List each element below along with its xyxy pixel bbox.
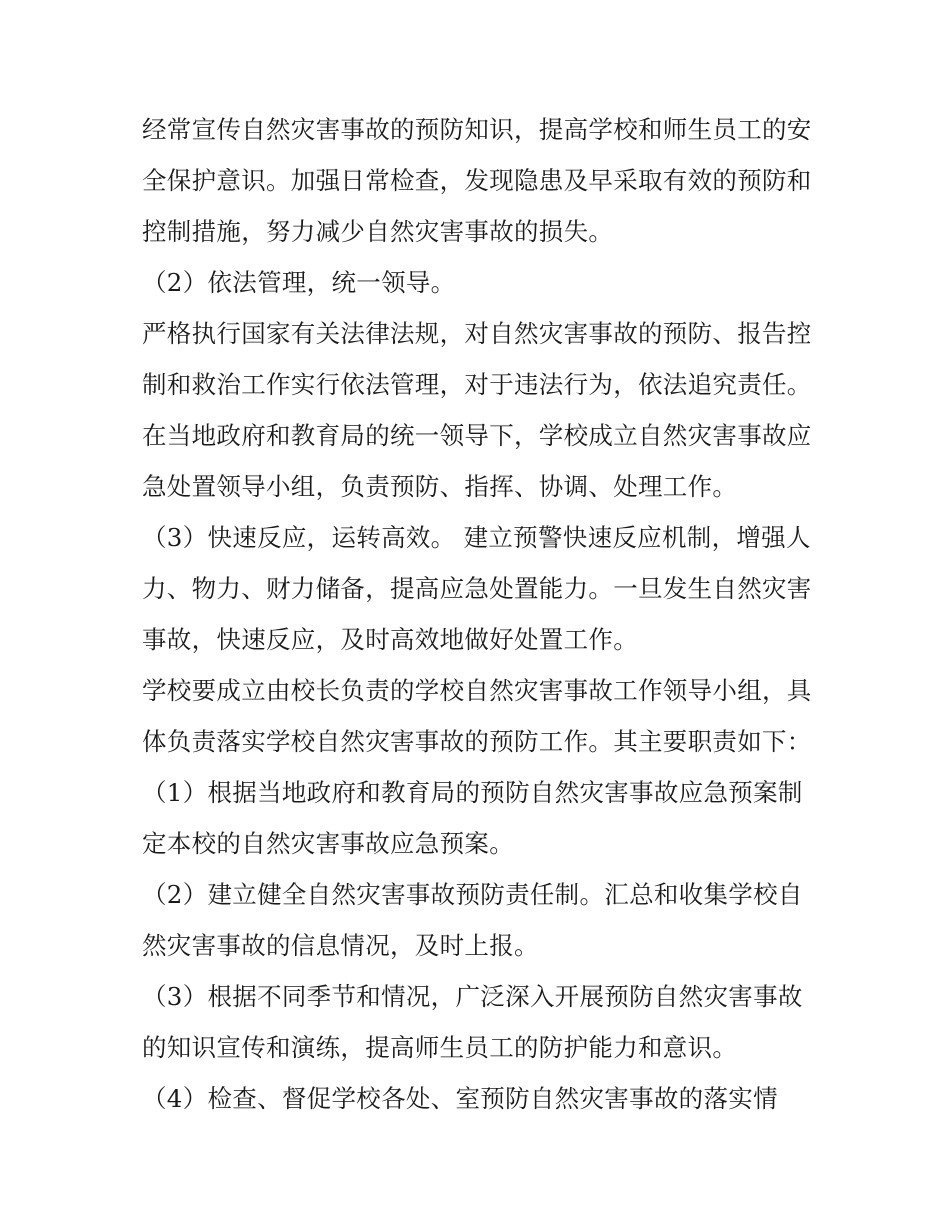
text-line-20: （4）检查、督促学校各处、室预防自然灾害事故的落实情	[142, 1084, 778, 1113]
text-line-5: 严格执行国家有关法律法规，对自然灾害事故的预防、报告控	[142, 319, 812, 348]
text-line-9: （3）快速反应，运转高效。 建立预警快速反应机制，增强人	[142, 523, 811, 552]
text-line-4: （2）依法管理，统一领导。	[142, 268, 456, 297]
document-body	[142, 104, 822, 1124]
text-line-11: 事故，快速反应，及时高效地做好处置工作。	[142, 625, 638, 654]
text-line-8: 急处置领导小组，负责预防、指挥、协调、处理工作。	[142, 472, 738, 501]
text-line-10: 力、物力、财力储备，提高应急处置能力。一旦发生自然灾害	[142, 574, 812, 603]
text-line-6: 制和救治工作实行依法管理，对于违法行为，依法追究责任。	[142, 370, 812, 399]
text-line-17: 然灾害事故的信息情况，及时上报。	[142, 931, 539, 960]
text-line-14: （1）根据当地政府和教育局的预防自然灾害事故应急预案制	[142, 778, 803, 807]
text-line-19: 的知识宣传和演练，提高师生员工的防护能力和意识。	[142, 1033, 738, 1062]
text-line-3: 控制措施，努力减少自然灾害事故的损失。	[142, 217, 614, 246]
text-line-18: （3）根据不同季节和情况，广泛深入开展预防自然灾害事故	[142, 982, 803, 1011]
text-line-2: 全保护意识。加强日常检查，发现隐患及早采取有效的预防和	[142, 166, 812, 195]
text-line-16: （2）建立健全自然灾害事故预防责任制。汇总和收集学校自	[142, 880, 803, 909]
text-line-1: 经常宣传自然灾害事故的预防知识，提高学校和师生员工的安	[142, 115, 812, 144]
text-line-15: 定本校的自然灾害事故应急预案。	[142, 829, 514, 858]
text-line-12: 学校要成立由校长负责的学校自然灾害事故工作领导小组，具	[142, 676, 812, 705]
text-line-7: 在当地政府和教育局的统一领导下，学校成立自然灾害事故应	[142, 421, 812, 450]
text-line-13: 体负责落实学校自然灾害事故的预防工作。其主要职责如下：	[142, 727, 812, 756]
